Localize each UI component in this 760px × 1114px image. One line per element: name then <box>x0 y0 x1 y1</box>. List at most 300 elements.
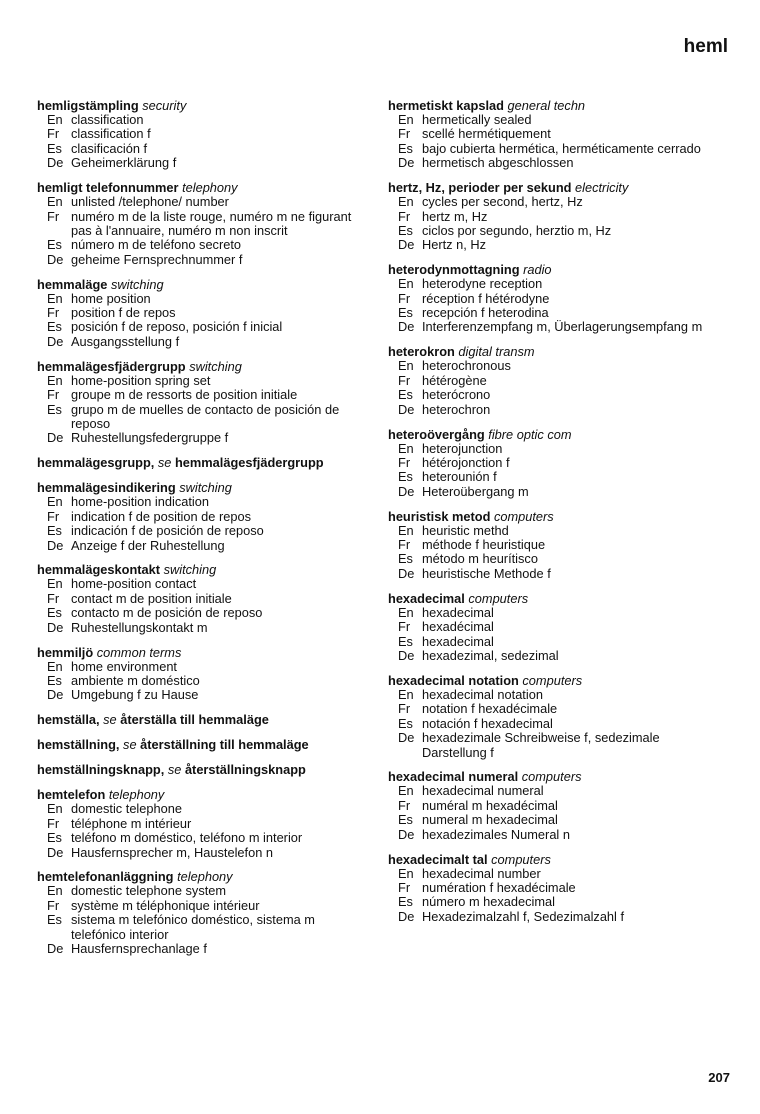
language-code: De <box>47 537 64 553</box>
subject-domain: switching <box>110 276 164 292</box>
headword: hemmalägesindikering <box>37 480 176 496</box>
headword: hemmiljö <box>37 644 94 660</box>
entry-head <box>388 769 722 784</box>
translation-text: hexadécimal <box>422 619 494 635</box>
language-code: De <box>47 155 64 171</box>
translation-text: classification f <box>71 126 151 142</box>
translation-row <box>37 210 367 239</box>
translation-row <box>37 238 367 252</box>
headword: heterokron <box>388 344 455 360</box>
language-code: Fr <box>47 126 60 142</box>
translation-row <box>37 524 367 538</box>
translation-text: hexadezimale Schreibweise f, sedezimale Darstellung f <box>422 730 660 760</box>
language-code: En <box>47 883 63 899</box>
entry-head <box>388 344 722 359</box>
entry-head <box>388 98 722 113</box>
translation-text: Ausgangsstellung f <box>71 333 180 349</box>
translation-row <box>388 456 722 470</box>
language-code: En <box>398 865 414 881</box>
translation-row <box>388 717 722 731</box>
translation-text: hexadecimal notation <box>422 686 543 702</box>
translation-row <box>388 292 722 306</box>
language-code: Fr <box>47 897 60 913</box>
translation-text: domestic telephone system <box>71 883 227 899</box>
translation-text: hexadecimal <box>422 604 494 620</box>
language-code: Fr <box>47 590 60 606</box>
language-code: Fr <box>398 126 411 142</box>
translation-text: Heteroübergang m <box>422 483 529 499</box>
language-code: Fr <box>398 619 411 635</box>
headword: hexadecimal numeral <box>388 769 519 785</box>
translation-row <box>37 127 367 141</box>
language-code: Es <box>398 305 413 321</box>
language-code: Fr <box>47 508 60 524</box>
translation-row <box>37 510 367 524</box>
translation-text: hexadecimal number <box>422 865 541 881</box>
translation-text: indicación f de posición de reposo <box>71 523 264 539</box>
language-code: De <box>47 430 64 446</box>
translation-row <box>37 913 367 942</box>
translation-text: système m téléphonique intérieur <box>71 897 260 913</box>
dictionary-entry <box>388 262 722 335</box>
language-code: En <box>47 576 63 592</box>
language-code: Es <box>398 633 413 649</box>
headword: hemligt telefonnummer <box>37 180 179 196</box>
language-code: Es <box>398 222 413 238</box>
translation-row <box>388 524 722 538</box>
headword: hexadecimal <box>388 590 465 606</box>
language-code: En <box>398 112 414 127</box>
headword: hemmalägesfjädergrupp <box>37 358 186 374</box>
language-code: En <box>398 276 414 292</box>
translation-row <box>388 238 722 252</box>
translation-text: cycles per second, hertz, Hz <box>422 194 583 210</box>
translation-row <box>388 277 722 291</box>
translation-text: domestic telephone <box>71 801 182 817</box>
translation-row <box>388 813 722 827</box>
translation-text: heterochron <box>422 401 491 417</box>
language-code: Es <box>47 401 62 417</box>
entry-head <box>37 869 367 884</box>
subject-domain: switching <box>163 562 217 578</box>
subject-domain: computers <box>522 672 583 688</box>
language-code: Es <box>398 140 413 156</box>
dictionary-entry <box>388 98 722 171</box>
translation-row <box>37 374 367 388</box>
translation-row <box>388 374 722 388</box>
translation-row <box>37 113 367 127</box>
left-column <box>37 98 367 966</box>
dictionary-entry <box>388 673 722 760</box>
see-marker: se <box>167 762 182 778</box>
entry-head <box>388 591 722 606</box>
language-code: De <box>47 251 64 267</box>
language-code: Es <box>47 140 62 156</box>
translation-row <box>37 660 367 674</box>
language-code: Fr <box>47 208 60 224</box>
translation-text: contacto m de posición de reposo <box>71 605 263 621</box>
subject-domain: common terms <box>96 644 182 660</box>
translation-row <box>388 567 722 581</box>
dictionary-entry <box>37 480 367 553</box>
translation-text: método m heurítisco <box>422 551 538 567</box>
subject-domain: electricity <box>575 180 629 196</box>
language-code: Es <box>47 523 62 539</box>
translation-row <box>388 910 722 924</box>
language-code: Fr <box>398 797 411 813</box>
language-code: De <box>398 565 415 581</box>
translation-text: posición f de reposo, posición f inicial <box>71 319 283 335</box>
translation-text: clasificación f <box>71 140 148 156</box>
headword: hemställningsknapp, <box>37 762 165 778</box>
subject-domain: telephony <box>182 180 238 196</box>
dictionary-entry <box>388 591 722 664</box>
entry-head <box>37 787 367 802</box>
translation-text: heterojunction <box>422 440 503 456</box>
subject-domain: telephony <box>177 869 233 885</box>
language-code: De <box>47 619 64 635</box>
headword: heteroövergång <box>388 426 485 442</box>
translation-text: heterócrono <box>422 387 491 403</box>
translation-row <box>37 817 367 831</box>
translation-row <box>388 881 722 895</box>
language-code: En <box>47 194 63 210</box>
see-marker: se <box>123 737 137 753</box>
translation-row <box>388 867 722 881</box>
translation-text: Hausfernsprecher m, Haustelefon n <box>71 844 274 860</box>
translation-row <box>37 195 367 209</box>
language-code: De <box>47 687 64 703</box>
language-code: De <box>47 333 64 349</box>
translation-row <box>37 688 367 702</box>
subject-domain: general techn <box>507 98 586 113</box>
translation-text: Hexadezimalzahl f, Sedezimalzahl f <box>422 908 625 924</box>
translation-text: heterochronous <box>422 358 511 374</box>
language-code: En <box>47 494 63 510</box>
subject-domain: digital transm <box>458 344 535 360</box>
language-code: Es <box>47 237 62 253</box>
language-code: De <box>398 483 415 499</box>
translation-text: Hertz n, Hz <box>422 237 486 253</box>
translation-text: teléfono m doméstico, teléfono m interior <box>71 830 303 846</box>
headword: hexadecimalt tal <box>388 851 488 867</box>
translation-row <box>388 649 722 663</box>
language-code: Fr <box>398 537 411 553</box>
language-code: Es <box>398 387 413 403</box>
translation-text: home-position contact <box>71 576 197 592</box>
translation-row <box>388 403 722 417</box>
translation-row <box>388 635 722 649</box>
translation-row <box>37 606 367 620</box>
language-code: Es <box>398 715 413 731</box>
translation-text: grupo m de muelles de contacto de posición de reposo <box>71 401 340 431</box>
language-code: Fr <box>398 372 411 388</box>
translation-row <box>388 895 722 909</box>
translation-row <box>388 388 722 402</box>
translation-text: Ruhestellungsfedergruppe f <box>71 430 229 446</box>
language-code: De <box>398 319 415 335</box>
translation-row <box>388 688 722 702</box>
translation-text: notación f hexadecimal <box>422 715 553 731</box>
entry-head <box>388 262 722 277</box>
cross-reference <box>37 712 367 727</box>
translation-row <box>37 431 367 445</box>
dictionary-entry <box>37 645 367 703</box>
translation-text: heterodyne reception <box>422 276 543 292</box>
translation-row <box>388 359 722 373</box>
entry-head <box>388 427 722 442</box>
translation-row <box>37 403 367 432</box>
subject-domain: fibre optic com <box>488 426 572 442</box>
dictionary-entry <box>37 562 367 635</box>
subject-domain: telephony <box>108 787 165 803</box>
dictionary-entry <box>388 509 722 582</box>
language-code: Es <box>398 551 413 567</box>
translation-row <box>388 210 722 224</box>
headword: hertz, Hz, perioder per sekund <box>388 180 572 196</box>
subject-domain: computers <box>493 508 554 524</box>
translation-text: numéral m hexadécimal <box>422 797 558 813</box>
translation-text: home environment <box>71 658 177 674</box>
translation-text: hermetisch abgeschlossen <box>422 155 574 171</box>
translation-row <box>37 831 367 845</box>
entry-head <box>388 852 722 867</box>
language-code: En <box>47 658 63 674</box>
dictionary-entry <box>37 787 367 860</box>
translation-row <box>388 485 722 499</box>
entry-head <box>37 359 367 374</box>
language-code: En <box>398 783 414 799</box>
translation-row <box>388 731 722 760</box>
language-code: En <box>398 686 414 702</box>
language-code: Es <box>398 894 413 910</box>
translation-text: hexadezimales Numeral n <box>422 826 570 842</box>
language-code: Es <box>47 912 62 928</box>
dictionary-entry <box>37 98 367 171</box>
headword: hemmaläge <box>37 276 108 292</box>
translation-text: Ruhestellungskontakt m <box>71 619 208 635</box>
translation-text: número m hexadecimal <box>422 894 556 910</box>
dictionary-entry <box>388 180 722 253</box>
language-code: En <box>398 440 414 456</box>
translation-row <box>37 142 367 156</box>
translation-row <box>37 577 367 591</box>
translation-row <box>388 702 722 716</box>
translation-row <box>37 802 367 816</box>
entry-head <box>37 180 367 195</box>
reference-target: hemmalägesfjädergrupp <box>174 455 324 471</box>
entry-head <box>37 480 367 495</box>
headword: hemtelefonanläggning <box>37 869 174 885</box>
translation-text: scellé hermétiquement <box>422 126 551 142</box>
translation-text: ambiente m doméstico <box>71 672 200 688</box>
language-code: Es <box>47 605 62 621</box>
translation-text: heuristische Methode f <box>422 565 551 581</box>
subject-domain: computers <box>521 769 582 785</box>
translation-text: méthode f heuristique <box>422 537 546 553</box>
translation-text: hermetically sealed <box>422 112 532 127</box>
translation-text: geheime Fernsprechnummer f <box>71 251 243 267</box>
entry-head <box>388 509 722 524</box>
translation-row <box>388 224 722 238</box>
language-code: De <box>398 826 415 842</box>
translation-text: Anzeige f der Ruhestellung <box>71 537 225 553</box>
translation-row <box>388 113 722 127</box>
right-column <box>388 98 722 934</box>
subject-domain: computers <box>468 590 529 606</box>
language-code: De <box>47 941 64 957</box>
translation-text: réception f hétérodyne <box>422 290 550 306</box>
subject-domain: computers <box>491 851 551 867</box>
translation-row <box>37 253 367 267</box>
dictionary-entry <box>388 344 722 417</box>
translation-row <box>37 942 367 956</box>
language-code: De <box>47 844 64 860</box>
dictionary-entry <box>37 869 367 956</box>
translation-text: hétérogène <box>422 372 487 388</box>
language-code: Fr <box>398 290 411 306</box>
subject-domain: radio <box>523 262 552 278</box>
translation-text: hexadecimal <box>422 633 494 649</box>
translation-text: téléphone m intérieur <box>71 815 192 831</box>
language-code: En <box>47 112 63 127</box>
translation-row <box>388 799 722 813</box>
language-code: Fr <box>398 208 411 224</box>
language-code: De <box>398 908 415 924</box>
translation-text: numéro m de la liste rouge, numéro m ne figurant pas à l'annuaire, numéro m non inscrit <box>71 208 352 238</box>
translation-row <box>388 620 722 634</box>
language-code: En <box>398 522 414 538</box>
translation-text: recepción f heterodina <box>422 305 549 321</box>
translation-row <box>388 195 722 209</box>
translation-text: classification <box>71 112 144 127</box>
page-number: 207 <box>708 1070 730 1085</box>
translation-row <box>388 552 722 566</box>
translation-row <box>37 306 367 320</box>
language-code: Es <box>47 319 62 335</box>
cross-reference <box>37 455 367 470</box>
translation-text: Interferenzempfang m, Überlagerungsempfang m <box>422 319 703 335</box>
language-code: De <box>398 155 415 171</box>
language-code: Es <box>398 469 413 485</box>
translation-text: home position <box>71 290 151 306</box>
headword: heterodynmottagning <box>388 262 520 278</box>
translation-text: contact m de position initiale <box>71 590 232 606</box>
dictionary-entry <box>37 277 367 350</box>
language-code: Es <box>47 830 62 846</box>
reference-target: återställningsknapp <box>184 762 306 778</box>
translation-row <box>388 538 722 552</box>
translation-row <box>37 539 367 553</box>
translation-row <box>37 320 367 334</box>
translation-row <box>37 335 367 349</box>
subject-domain: switching <box>179 480 232 496</box>
translation-text: hertz m, Hz <box>422 208 488 224</box>
language-code: Fr <box>47 387 60 403</box>
dictionary-entry <box>388 852 722 925</box>
headword: hemställning, <box>37 737 120 753</box>
translation-row <box>388 142 722 156</box>
translation-text: home-position spring set <box>71 372 211 388</box>
language-code: En <box>398 358 414 374</box>
translation-row <box>37 292 367 306</box>
entry-head <box>37 277 367 292</box>
headword: hexadecimal notation <box>388 672 519 688</box>
entry-head <box>388 673 722 688</box>
translation-row <box>388 156 722 170</box>
language-code: Fr <box>398 879 411 895</box>
entry-head <box>388 180 722 195</box>
headword: hemställa, <box>37 712 100 728</box>
translation-row <box>37 592 367 606</box>
subject-domain: security <box>142 98 187 113</box>
guide-word: heml <box>683 36 728 57</box>
cross-reference <box>37 762 367 777</box>
entry-head <box>37 562 367 577</box>
see-marker: se <box>103 712 117 728</box>
translation-row <box>37 899 367 913</box>
dictionary-entry <box>388 427 722 500</box>
translation-row <box>37 674 367 688</box>
entry-head <box>37 98 367 113</box>
language-code: De <box>398 647 415 663</box>
translation-row <box>388 606 722 620</box>
translation-text: notation f hexadécimale <box>422 701 558 717</box>
language-code: En <box>47 290 63 306</box>
translation-text: indication f de position de repos <box>71 508 251 524</box>
entry-head <box>37 645 367 660</box>
see-marker: se <box>157 455 172 471</box>
translation-text: heuristic methd <box>422 522 509 538</box>
translation-row <box>388 306 722 320</box>
translation-row <box>37 846 367 860</box>
translation-text: Geheimerklärung f <box>71 155 177 171</box>
translation-row <box>37 388 367 402</box>
translation-row <box>37 884 367 898</box>
dictionary-entry <box>37 180 367 267</box>
language-code: De <box>398 237 415 253</box>
language-code: De <box>398 730 415 746</box>
headword: hermetiskt kapslad <box>388 98 504 113</box>
translation-text: sistema m telefónico doméstico, sistema m telefónico interior <box>71 912 315 942</box>
translation-row <box>388 442 722 456</box>
language-code: En <box>47 372 63 388</box>
language-code: Fr <box>398 454 411 470</box>
cross-reference <box>37 737 367 752</box>
translation-text: Hausfernsprechanlage f <box>71 941 207 957</box>
translation-row <box>388 828 722 842</box>
dictionary-entry <box>388 769 722 842</box>
translation-text: bajo cubierta hermética, herméticamente cerrado <box>422 140 701 156</box>
headword: hemmalägeskontakt <box>37 562 161 578</box>
language-code: Fr <box>47 305 60 321</box>
headword: hemligstämpling <box>37 98 139 113</box>
translation-row <box>388 470 722 484</box>
language-code: Es <box>47 672 62 688</box>
headword: hemtelefon <box>37 787 106 803</box>
translation-text: número m de teléfono secreto <box>71 237 242 253</box>
translation-text: Umgebung f zu Hause <box>71 687 199 703</box>
language-code: De <box>398 401 415 417</box>
language-code: En <box>47 801 63 817</box>
translation-row <box>388 784 722 798</box>
translation-text: ciclos por segundo, herztio m, Hz <box>422 222 612 238</box>
language-code: En <box>398 194 414 210</box>
language-code: Fr <box>47 815 60 831</box>
translation-text: unlisted /telephone/ number <box>71 194 229 210</box>
translation-text: position f de repos <box>71 305 176 321</box>
translation-text: groupe m de ressorts de position initiale <box>71 387 298 403</box>
